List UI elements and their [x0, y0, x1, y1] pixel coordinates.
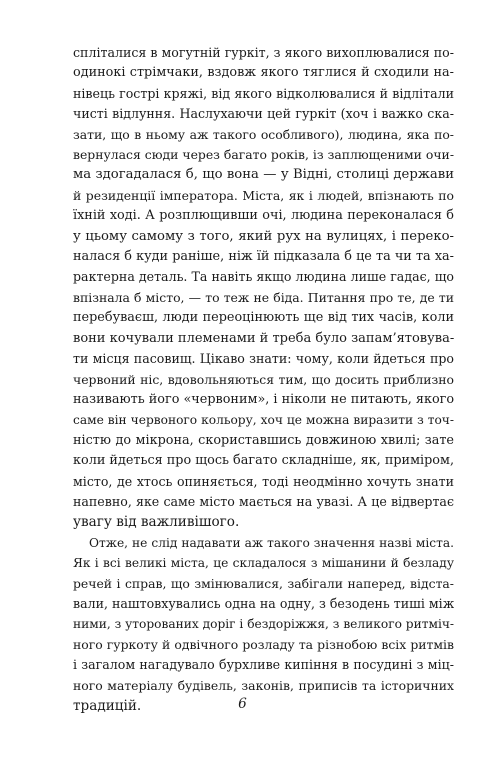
text-line: налася б куди раніше, ніж їй підказала б це та чи та ха- — [73, 249, 454, 265]
text-line: і загалом нагадувало бурхливе кипіння в посудині з міц- — [73, 657, 454, 673]
text-line: напевно, яке саме місто мається на увазі. А це відвертає — [73, 493, 454, 509]
text-line: вали, наштовхувались одна на одну, з безодень тиші між — [73, 595, 454, 611]
text-line: вернулася сюди через багато років, із заплющеними очи- — [73, 147, 454, 163]
text-line: у цьому самому з того, який рух на вулицях, і переко- — [73, 228, 454, 244]
text-line: речей і справ, що змінювалися, забігали наперед, відста- — [73, 575, 454, 591]
text-line: ти місця пасовищ. Цікаво знати: чому, коли йдеться про — [73, 351, 454, 367]
text-line: одинокі стрімчаки, вздовж якого тяглися й сходили на- — [73, 65, 454, 81]
text-line: ного гуркоту й одвічного розладу та різнобою всіх ритмів — [73, 636, 454, 652]
text-line: місто, де хтось опиняється, тоді неодмінно хочуть знати — [73, 473, 454, 489]
text-line: коли йдеться про щось багато складніше, як, приміром, — [73, 453, 454, 469]
text-line: ними, з уторованих доріг і бездоріжжя, з великого ритміч- — [73, 617, 454, 632]
text-line: ма здогадалася б, що вона — у Відні, столиці держави — [73, 167, 454, 183]
text-line: саме він червоного кольору, хоч це можна виразити з точ- — [73, 413, 454, 428]
text-line: перебуваєш, люди переоцінюють ще від тих часів, коли — [73, 310, 454, 326]
text-line: спліталися в могутній гуркіт, з якого вихоплювалися по- — [73, 45, 454, 60]
text-line: ністю до мікрона, скориставшись довжиною хвилі; зате — [73, 432, 454, 448]
page-number: 6 — [238, 696, 247, 712]
text-line: називають його «червоним», і ніколи не питають, якого — [73, 391, 454, 407]
paragraph — [73, 533, 454, 717]
paragraph — [73, 43, 454, 533]
text-line: впізнала б місто, — то теж не біда. Питання про те, де ти — [73, 289, 454, 305]
text-line: чисті відлуння. Наслухаючи цей гуркіт (хоч і важко ска- — [73, 106, 454, 122]
text-line: зати, що в ньому аж такого особливого), людина, яка по- — [73, 126, 454, 142]
text-line: Отже, не слід надавати аж такого значення назві міста. — [89, 535, 454, 550]
text-line: вони кочували племенами й треба було запам’ятовува- — [73, 330, 454, 346]
text-line: традицій. — [73, 698, 142, 714]
text-line: ного матеріалу будівель, законів, приписів та історичних — [73, 677, 454, 693]
text-line: й резиденції імператора. Міста, як і людей, впізнають по — [73, 187, 454, 203]
text-line: червоний ніс, вдовольняються тим, що досить приблизно — [73, 371, 454, 387]
text-line: Як і всі великі міста, це складалося з мішанини й безладу — [73, 556, 454, 571]
text-line: нівець гострі кряжі, від якого відколювалися й відлітали — [73, 85, 454, 101]
text-line: рактерна деталь. Та навіть якщо людина лише гадає, що — [73, 269, 454, 285]
text-line: їхній ході. А розплющивши очі, людина переконалася б — [73, 208, 454, 224]
body-text — [73, 43, 454, 716]
text-line: увагу від важливішого. — [73, 514, 240, 531]
